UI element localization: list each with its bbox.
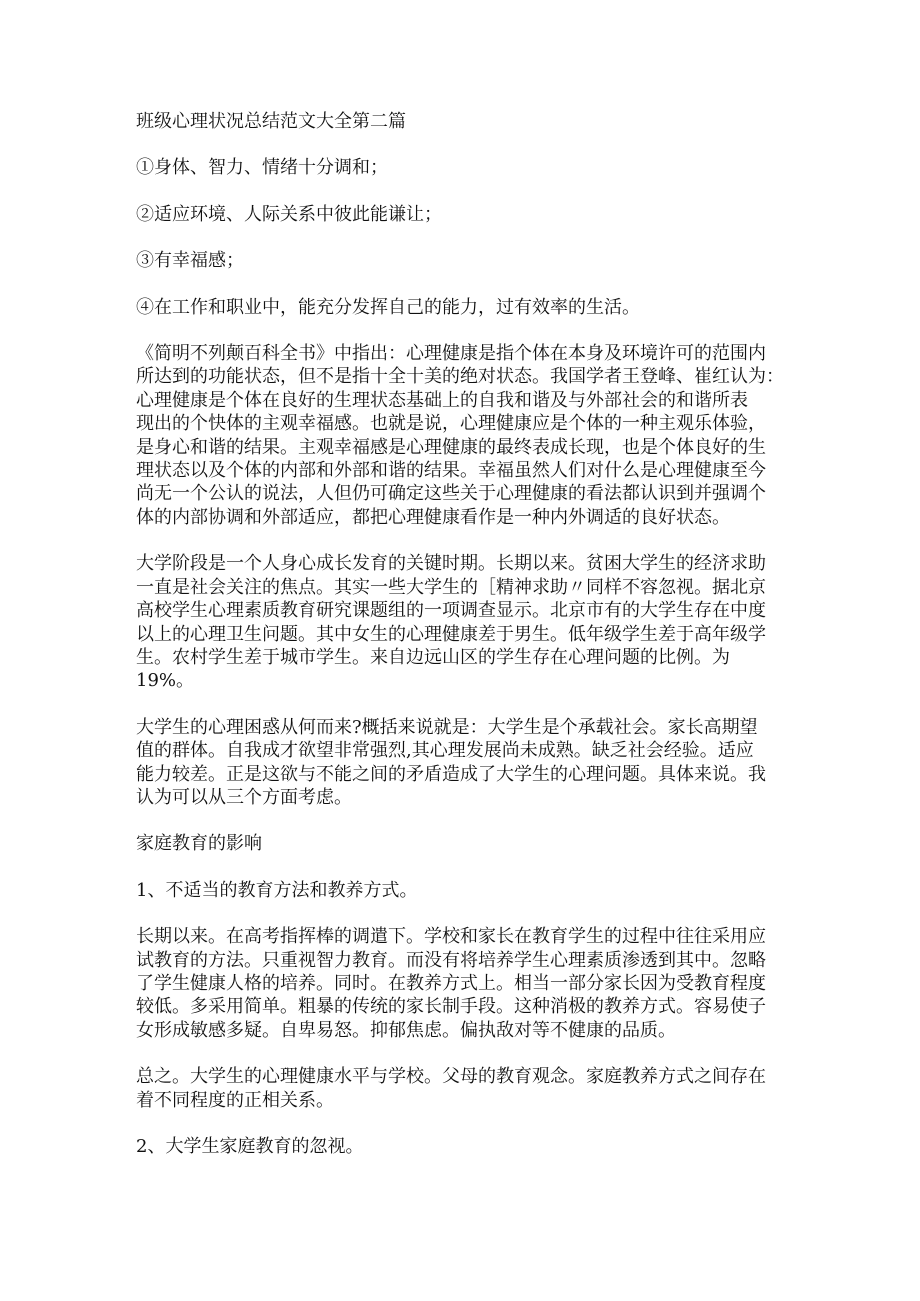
- document-title: 班级心理状况总结范文大全第二篇: [136, 111, 406, 132]
- numbered-heading: 1、不适当的教育方法和教养方式。: [136, 879, 418, 901]
- list-item: ①身体、智力、情绪十分调和；: [136, 157, 388, 179]
- body-paragraph: 大学生的心理困惑从何而来?概括来说就是：大学生是个承载社会。家长高期望 值的群体。自我成才欲望非常强烈,其心理发展尚未成熟。缺乏社会经验。适应 能力较差。正是这欲与不能之间的矛盾造成了大学生的心理问题。具体来说。我 认为可以从三个方面考虑。: [136, 716, 766, 808]
- list-item: ③有幸福感；: [136, 250, 244, 272]
- body-paragraph: 总之。大学生的心理健康水平与学校。父母的教育观念。家庭教养方式之间存在 着不同程度的正相关系。: [136, 1066, 766, 1111]
- numbered-heading: 2、大学生家庭教育的忽视。: [136, 1136, 364, 1157]
- list-item: ②适应环境、人际关系中彼此能谦让；: [136, 203, 442, 225]
- section-heading: 家庭教育的影响: [136, 833, 262, 855]
- body-paragraph: 长期以来。在高考指挥棒的调遣下。学校和家长在教育学生的过程中往往采用应 试教育的方法。只重视智力教育。而没有将培养学生心理素质渗透到其中。忽略 了学生健康人格的培养。同时。在教养方式上。相当一部分家长因为受教育程度 较低。多采用简单。粗暴的传统的家长制手段。这种消极的教养方式。容易使子 女形成敏感多疑。自卑易怒。抑郁焦虑。偏执敌对等不健康的品质。: [136, 926, 766, 1041]
- document-page: [136, 110, 786, 1181]
- body-paragraph: 《简明不列颠百科全书》中指出：心理健康是指个体在本身及环境许可的范围内 所达到的功能状态，但不是指十全十美的绝对状态。我国学者王登峰、崔红认为： 心理健康是个体在良好的生理状态基础上的自我和谐及与外部社会的和谐所表 现出的个快体的主观幸福感。也就是说，心理健康应是个体的一种主观乐体验， 是身心和谐的结果。主观幸福感是心理健康的最终表成长现，也是个体良好的生 理状态以及个体的内部和外部和谐的结果。幸福虽然人们对什么是心理健康至今 尚无一个公认的说法，人但仍可确定这些关于心理健康的看法都认识到并强调个 体的内部协调和外部适应，都把心理健康看作是一种内外调适的良好状态。: [136, 343, 784, 528]
- list-item: ④在工作和职业中，能充分发挥自己的能力，过有效率的生活。: [136, 296, 640, 318]
- body-paragraph: 大学阶段是一个人身心成长发育的关键时期。长期以来。贫困大学生的经济求助 一直是社会关注的焦点。其实一些大学生的［精神求助〃同样不容忽视。据北京 高校学生心理素质教育研究课题组的一项调查显示。北京市有的大学生存在中度 以上的心理卫生问题。其中女生的心理健康差于男生。低年级学生差于高年级学 生。农村学生差于城市学生。来自边远山区的学生存在心理问题的比例。为 19%。: [136, 553, 766, 692]
